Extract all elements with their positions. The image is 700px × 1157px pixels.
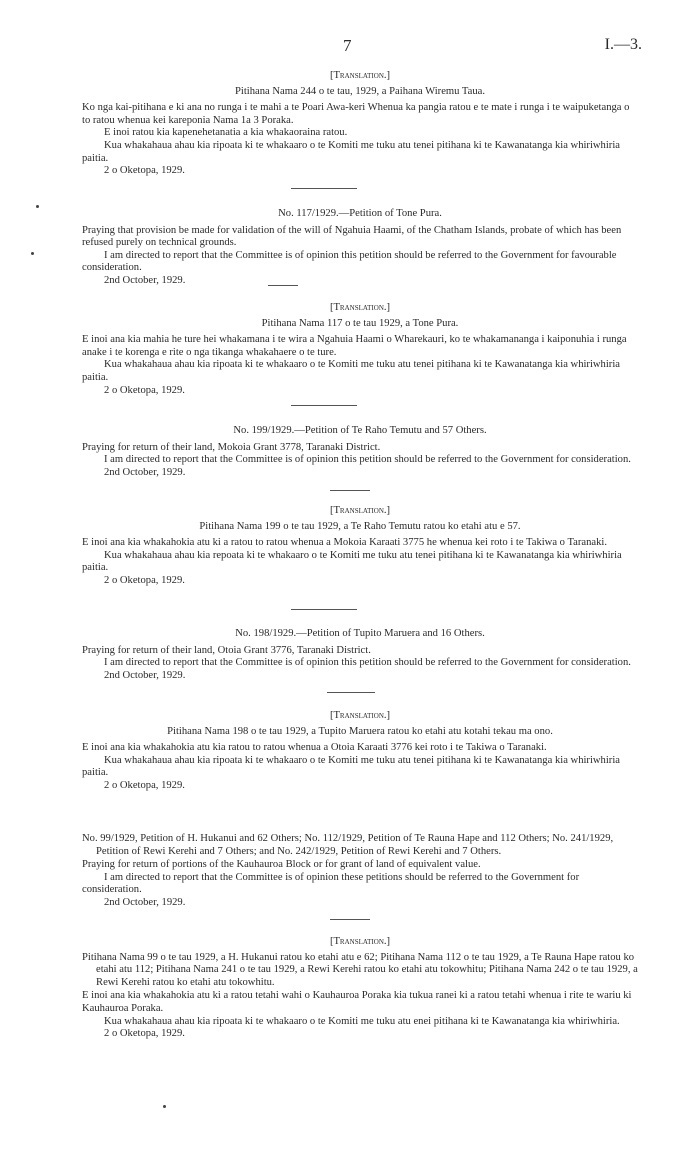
section-date: 2 o Oketopa, 1929. xyxy=(104,779,185,791)
section-date: 2 o Oketopa, 1929. xyxy=(104,165,185,177)
section-date: 2nd October, 1929. xyxy=(104,669,186,681)
section-117 xyxy=(82,208,638,288)
section-date: 2nd October, 1929. xyxy=(104,466,186,478)
section-date: 2 o Oketopa, 1929. xyxy=(104,1028,185,1040)
translation-label: [Translation.] xyxy=(329,710,391,721)
section-title: No. 99/1929, Petition of H. Hukanui and 62 Others; No. 112/1929, Petition of Te Rauna Hape and 112 Others; No. 241/1929, Petition of Rewi Kerehi and 7 Others; and No. 242/1929, Petition of Rewi Kerehi and 7 Others. xyxy=(82,833,614,857)
section-date: 2nd October, 1929. xyxy=(104,274,186,286)
section-title: No. 117/1929.—Petition of Tone Pura. xyxy=(278,208,442,219)
section-paragraph: I am directed to report that the Committee is of opinion this petition should be referred to the Government for consideration. xyxy=(104,657,631,669)
section-body: Praying for return of portions of the Kauhauroa Block or for grant of land of equivalent value. xyxy=(82,859,481,871)
section-199 xyxy=(82,425,638,479)
separator-rule xyxy=(330,919,370,920)
section-paragraph: I am directed to report that the Committee is of opinion this petition should be referred to the Government for consideration. xyxy=(104,454,631,466)
translation-label: [Translation.] xyxy=(329,70,391,81)
separator-rule xyxy=(268,285,298,286)
translation-label: [Translation.] xyxy=(329,302,391,313)
scan-speck xyxy=(36,205,39,208)
section-paragraph: Kua whakahaua ahau kia repoata ki te whakaaro o te Komiti me tuku atu tenei pitihana ki te Kawanatanga kia whiriwhiria paitia. xyxy=(82,549,622,574)
section-198-translation xyxy=(82,710,638,793)
section-body: Praying for return of their land, Mokoia Grant 3778, Taranaki District. xyxy=(82,441,381,453)
separator-rule xyxy=(291,188,357,189)
section-body: E inoi ana kia mahia he ture hei whakamana i te wira a Ngahuia Haami o Wharekauri, ko te whakamananga i kaiponuhia i runga anake i te korenga e rite o nga tikanga whakahaere o te ture. xyxy=(82,334,627,358)
report-reference: I.—3. xyxy=(604,36,642,53)
scan-speck xyxy=(31,252,34,255)
section-title: Pitihana Nama 244 o te tau, 1929, a Paihana Wiremu Taua. xyxy=(235,85,485,97)
separator-rule xyxy=(291,609,357,610)
page-number: 7 xyxy=(343,36,352,55)
section-title: Pitihana Nama 199 o te tau 1929, a Te Raho Temutu ratou ko etahi atu e 57. xyxy=(199,520,521,532)
section-paragraph: E inoi ratou kia kapenehetanatia a kia whakaoraina ratou. xyxy=(104,127,348,139)
section-title: Pitihana Nama 117 o te tau 1929, a Tone Pura. xyxy=(261,317,459,329)
section-paragraph: I am directed to report that the Committee is of opinion these petitions should be referred to the Government for consideration. xyxy=(82,871,580,896)
section-paragraph: Kua whakahaua ahau kia ripoata ki te whakaaro o te Komiti me tuku atu tenei pitihana ki te Kawanatanga kia whiriwhiria paitia. xyxy=(82,139,620,164)
section-date: 2nd October, 1929. xyxy=(104,896,186,908)
separator-rule xyxy=(327,692,375,693)
section-99-112-241-242 xyxy=(82,833,638,910)
section-paragraph: Kua whakahaua ahau kia ripoata ki te whakaaro o te Komiti me tuku atu enei pitihana ki te Kawanatanga kia whiriwhiria. xyxy=(104,1015,620,1027)
section-title: Pitihana Nama 198 o te tau 1929, a Tupito Maruera ratou ko etahi atu kotahi tekau ma ono. xyxy=(167,725,553,737)
section-paragraph: I am directed to report that the Committee is of opinion this petition should be referred to the Government for favourable consideration. xyxy=(82,249,617,274)
scan-speck xyxy=(163,1105,166,1108)
section-date: 2 o Oketopa, 1929. xyxy=(104,574,185,586)
separator-rule xyxy=(291,405,357,406)
section-117-translation xyxy=(82,302,638,397)
section-body: E inoi ana kia whakahokia atu ki a ratou to ratou whenua a Mokoia Karaati 3775 he whenua kei roto i te Takiwa o Taranaki. xyxy=(82,537,607,549)
section-body: Ko nga kai-pitihana e ki ana no runga i te mahi a te Poari Awa-keri Whenua ka pangia ratou e te mate i runga i te waipuketanga o to ratou whenua kei kareponia Nama 1a 3 Poraka. xyxy=(82,102,630,126)
section-244-translation xyxy=(82,70,638,178)
translation-label: [Translation.] xyxy=(329,936,391,947)
section-paragraph: Kua whakahaua ahau kia ripoata ki te whakaaro o te Komiti me tuku atu tenei pitihana ki te Kawanatanga kia whiriwhiria paitia. xyxy=(82,754,620,779)
section-body: Praying for return of their land, Otoia Grant 3776, Taranaki District. xyxy=(82,644,371,656)
separator-rule xyxy=(330,490,370,491)
section-body: E inoi ana kia whakahokia atu ki a ratou tetahi wahi o Kauhauroa Poraka kia tukua ranei ki a ratou tetahi whenua i rite te wariu ki Kauhauroa Poraka. xyxy=(82,990,632,1014)
section-paragraph: Kua whakahaua ahau kia ripoata ki te whakaaro o te Komiti me tuku atu tenei pitihana ki te Kawanatanga kia whiriwhiria paitia. xyxy=(82,359,620,383)
section-date: 2 o Oketopa, 1929. xyxy=(104,384,185,396)
section-title: No. 198/1929.—Petition of Tupito Maruera and 16 Others. xyxy=(235,628,485,639)
section-body: Praying that provision be made for validation of the will of Ngahuia Haami, of the Chatham Islands, probate of which has been refused purely on technical grounds. xyxy=(82,224,622,249)
section-198 xyxy=(82,628,638,682)
section-body: E inoi ana kia whakahokia atu kia ratou to ratou whenua a Otoia Karaati 3776 kei roto i te Takiwa o Taranaki. xyxy=(82,742,547,754)
section-99-112-241-242-translation xyxy=(82,936,638,1041)
section-199-translation xyxy=(82,505,638,588)
section-title: Pitihana Nama 99 o te tau 1929, a H. Hukanui ratou ko etahi atu e 62; Pitihana Nama 112 o te tau 1929, a Te Rauna Hape ratou ko etahi atu 112; Pitihana Nama 241 o te tau 1929, a Rewi Kerehi ratou ko etahi atu tokowhitu; Pitihana Nama 242 o te tau 1929, a Rewi Kerehi ratou ko etahi atu tokowhitu. xyxy=(82,951,638,988)
section-title: No. 199/1929.—Petition of Te Raho Temutu and 57 Others. xyxy=(233,425,487,436)
translation-label: [Translation.] xyxy=(329,505,391,516)
